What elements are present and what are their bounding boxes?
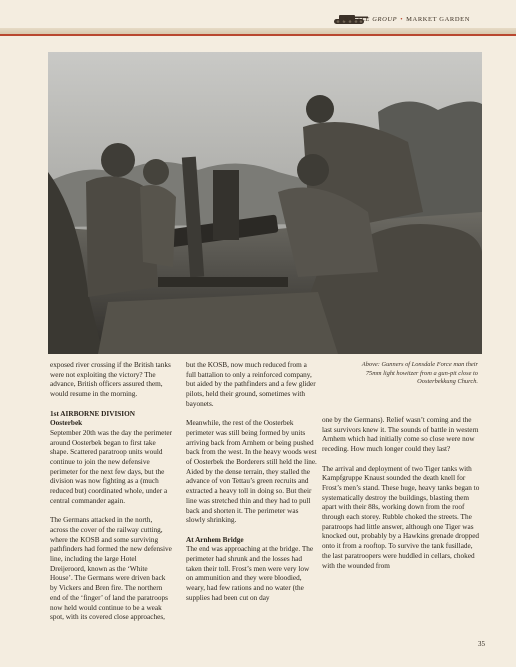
text-column-1: [50, 361, 172, 633]
section-subheading: At Arnhem Bridge: [186, 535, 244, 544]
paragraph: The arrival and deployment of two Tiger tanks with Kampfgruppe Knaust sounded the death knell for Frost’s men’s stand. These huge, heavy tanks began to systematically destroy the buildings, blasting them apart with their 88s, working down from the roof through each storey. Rubble choked the streets. The paratroops had little answer, although one Tiger was knocked out, probably by a Hawkins grenade dropped onto it from a rooftop. To survive the tank fusillade, the last paratroopers were huddled in cellars, choked with the wounded from: [322, 464, 480, 570]
section-header-block: [50, 410, 172, 507]
header-band: [0, 28, 516, 34]
paragraph: September 20th was the day the perimeter around Oosterbek began to first take shape. Scattered paratroop units would continue to join the new defensive perimeter for the next few days, but the division was now fighting as a (much reduced but) coordinated whole, under a central commander again.: [50, 428, 173, 505]
photo-caption: Above: Gunners of Lonsdale Force man their 75mm light howitzer from a gun-pit close to Oosterbekkung Church.: [361, 361, 478, 385]
paragraph: Meanwhile, the rest of the Oosterbek perimeter was still being formed by units arriving back from Arnhem or being pushed back from the west. In the heavy woods west of Oosterbek the Borderers still held the line. Aided by the dense terrain, they stalled the advance of von Tettau’s green recruits and extracted a heavy toll in doing so. But their line was stretched thin and they had to pull back and shorten it. The perimeter was slowly shrinking.: [186, 419, 317, 525]
paragraph: but the KOSB, now much reduced from a full battalion to only a reinforced company, but aided by the pathfinders and a few glider pilots, held their ground, sometimes with bayonets.: [186, 361, 316, 408]
page-header: [0, 0, 516, 36]
page-number: 35: [478, 640, 485, 648]
text-column-3: [322, 416, 480, 581]
photo-illustration: [48, 52, 482, 354]
running-head-bullet: •: [400, 16, 404, 23]
running-series: MARKET GARDEN: [406, 16, 470, 23]
paragraph: The Germans attacked in the north, across the cover of the railway cutting, where the KOSB and some surviving pathfinders had formed the new defensive line, including the large Hotel Dreijeroord, known as the ‘White House’. The Germans were driven back by Vickers and Bren fire. The northern end of the ‘finger’ of land the paratroops now held would continue to be a weak spot, with its covered close approaches,: [50, 516, 172, 622]
paragraph: The end was approaching at the bridge. The perimeter had shrunk and the losses had taken their toll. Frost’s men were very low on ammunition and they were bloodied, weary, had few rations and no water (the supplies had been cut on day: [186, 545, 314, 602]
paragraph: exposed river crossing if the British tanks were not exploiting the victory? The advance, British officers assured them, would resume in the morning.: [50, 361, 171, 399]
running-head: [344, 16, 470, 23]
section-heading: 1st AIRBORNE DIVISION: [50, 409, 136, 418]
paragraph: one by the Germans). Relief wasn’t coming and the last survivors knew it. The sounds of battle in western Arnhem which had initially come so close were now receding. How much longer could they last?: [322, 416, 479, 454]
archival-photo: [48, 52, 482, 354]
text-column-2: [186, 361, 318, 613]
section-subheading: Oosterbek: [50, 419, 83, 428]
running-title: BATTLE GROUP: [343, 16, 398, 23]
